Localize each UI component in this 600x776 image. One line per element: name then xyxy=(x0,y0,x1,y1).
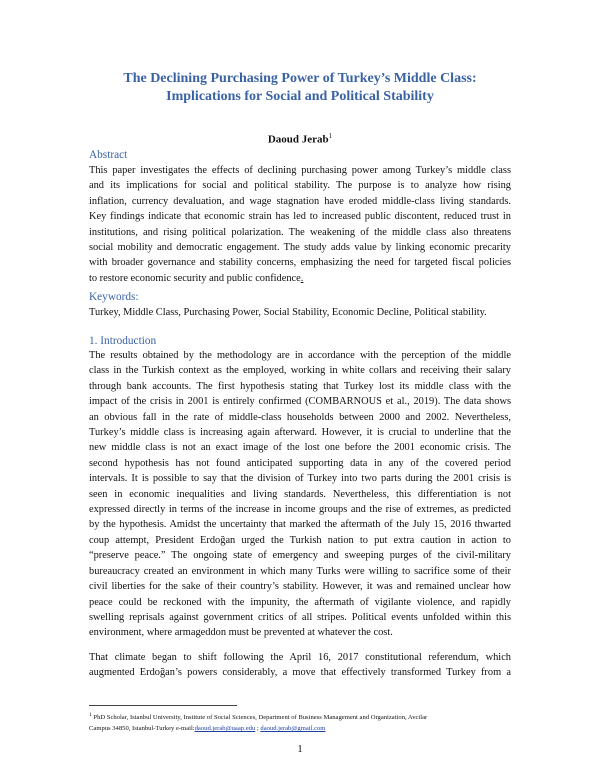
abstract-line: This paper investigates the effects of declining purchasing power among Turkey’s middle class xyxy=(89,165,511,176)
email-link-1[interactable]: daoud.jerab@uaap.edu xyxy=(194,725,256,733)
abstract-line: and its implications for social and political stability. The purpose is to analyze how rising xyxy=(89,180,511,192)
keywords-text: Turkey, Middle Class, Purchasing Power, Social Stability, Economic Decline, Political stability. xyxy=(89,307,487,318)
intro-line: intervals. It is possible to say that the division of Turkey into two parts during the 2001 crisis is xyxy=(89,473,511,485)
title-line: The Declining Purchasing Power of Turkey’s Middle Class: xyxy=(123,71,477,86)
intro-line: swelling reprisals against government critics of all stripes. Political events unfolded within this xyxy=(89,611,511,623)
abstract-line: with broader governance and stability concerns, emphasizing the need for targeted fiscal policies xyxy=(89,257,511,269)
footnote-address: Campus 34850, Istanbul-Turkey e-mail: xyxy=(89,725,195,733)
abstract-last-line xyxy=(89,271,511,286)
abstract-trailing-mark: . xyxy=(300,272,304,284)
intro-line: by the hypothesis. Amidst the uncertainty that marked the aftermath of the July 15, 2016 thwarted xyxy=(89,519,511,531)
introduction-paragraph-2 xyxy=(89,650,511,681)
abstract-line: social mobility and democratic engagement. The study adds value by linking economic precarity xyxy=(89,242,511,254)
intro-line: bureaucracy created an environment in which many Turks were willing to sacrifice some of their xyxy=(89,565,511,577)
intro-line: That climate began to shift following the April 16, 2017 constitutional referendum, which xyxy=(89,652,511,663)
intro-line: expressed directly in terms of the increase in income groups and the rise of extremes, as predicted xyxy=(89,504,511,516)
page-number: 1 xyxy=(297,743,303,755)
intro-line: augmented Erdoğan’s powers considerably, a move that effectively transformed Turkey from a xyxy=(89,667,511,679)
author-footnote-mark[interactable]: 1 xyxy=(328,132,333,140)
footnote-line xyxy=(89,710,529,723)
intro-line: peace could be reckoned with the impunity, the aftermath of vigilante violence, and rapidly xyxy=(89,596,511,608)
title-line: Implications for Social and Political Stability xyxy=(166,89,434,104)
intro-line: an obvious fall in the rate of middle-class households between 2000 and 2002. Nevertheless, xyxy=(89,411,511,423)
footnote xyxy=(89,710,529,734)
keywords-body xyxy=(89,305,511,320)
abstract-line: Key findings indicate that economic strain has led to increased public discontent, reduced trust in xyxy=(89,211,511,223)
abstract-body xyxy=(89,163,511,286)
intro-line: “preserve peace.” The ongoing state of emergency and sweeping purges of the civil-military xyxy=(89,550,511,562)
footnote-separator xyxy=(89,705,237,706)
intro-line: second hypothesis has not found anticipated supporting data in any of the covered period xyxy=(89,457,511,469)
intro-line: impact of the crisis in 2001 is entirely confirmed (COMBARNOUS et al., 2019). The data shows xyxy=(89,396,511,408)
intro-line: The results obtained by the methodology are in accordance with the perception of the middle xyxy=(89,350,511,361)
abstract-heading: Abstract xyxy=(89,149,128,161)
keywords-heading: Keywords: xyxy=(89,291,139,303)
email-link-2[interactable]: daoud.jerab@gmail.com xyxy=(260,725,326,733)
introduction-paragraph-1 xyxy=(89,348,511,641)
intro-line: coup attempt, President Erdoğan urged the Turkish nation to put extra caution in action to xyxy=(89,534,511,546)
footnote-line xyxy=(89,723,529,734)
intro-line: through bank accounts. The first hypothesis stating that Turkey lost its middle class with the xyxy=(89,380,511,392)
intro-line: environment, where armageddon must be prevented at whatever the cost. xyxy=(89,627,393,639)
abstract-line: to restore economic security and public confidence xyxy=(89,272,301,284)
intro-line: civil liberties for the sake of their country’s stability. However, it was and remained unclear how xyxy=(89,581,511,593)
footnote-affiliation: PhD Scholar, Istanbul University, Institute of Social Sciences, Department of Business Management and Organization, Avcilar xyxy=(93,714,428,722)
abstract-line: inflation, currency devaluation, and wage stagnation have eroded middle-class living standards. xyxy=(89,195,511,207)
abstract-line: institutions, and rising political polarization. The weakening of the middle class also threatens xyxy=(89,226,511,238)
paper-title xyxy=(60,70,540,106)
email-separator: ; xyxy=(255,725,261,733)
intro-line: new middle class is not an exact image of the lost one before the 2001 economic crisis. The xyxy=(89,442,511,454)
intro-line: class in the Turkish context as the employed, working in white collars and receiving their salary xyxy=(89,365,511,377)
introduction-heading: 1. Introduction xyxy=(89,335,157,347)
intro-line: seen in economic inequalities and living standards. Nevertheless, this differentiation is not xyxy=(89,488,511,500)
footnote-mark: 1 xyxy=(89,712,92,718)
author-line xyxy=(0,129,600,147)
intro-line: Turkey’s middle class is increasing again afterward. However, it is crucial to underline that the xyxy=(89,427,511,439)
author-name: Daoud Jerab xyxy=(267,133,329,146)
